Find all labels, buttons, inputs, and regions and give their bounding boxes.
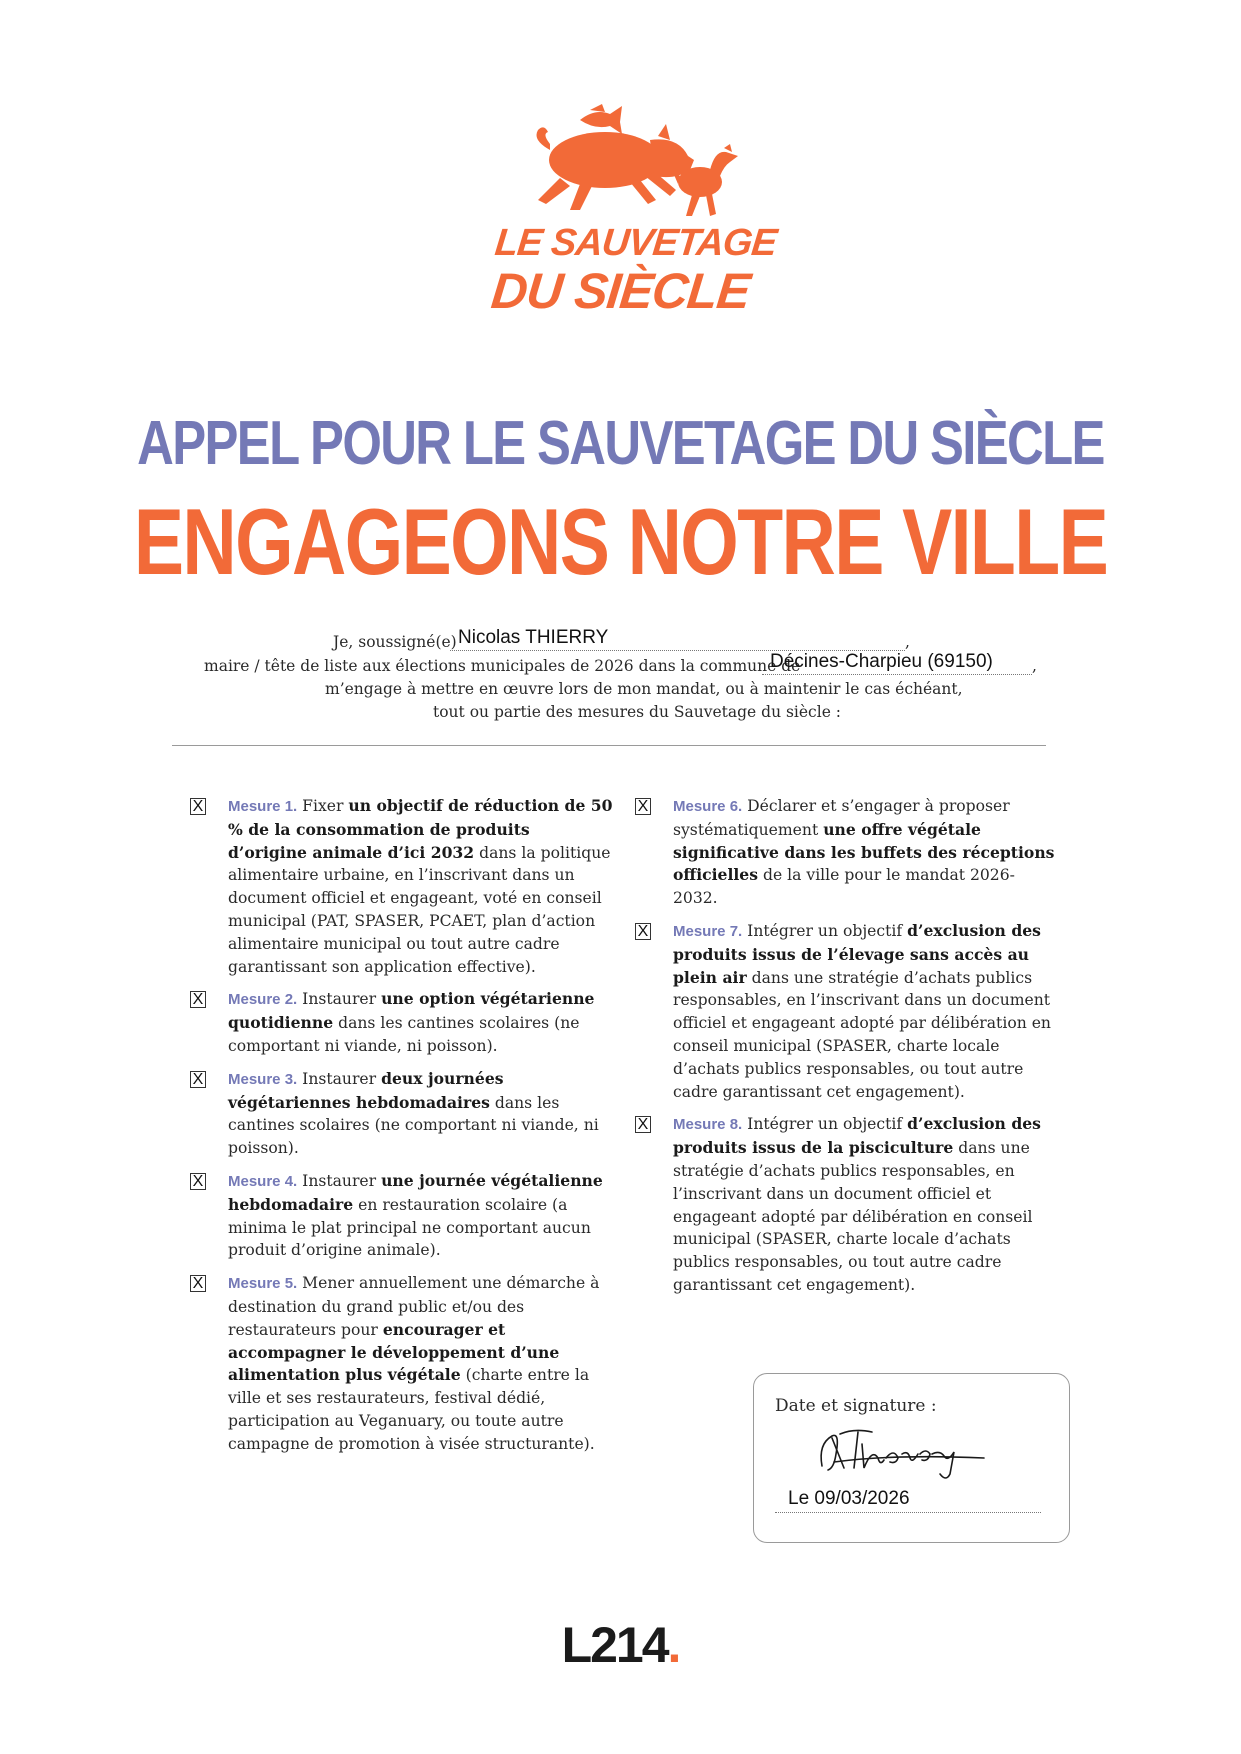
measure-checkbox[interactable]: X bbox=[190, 1275, 206, 1292]
measure-text bbox=[228, 1272, 613, 1455]
measure-text-segment: Mener annuellement une démarche à destination du grand public et/ou des restaurateurs pour bbox=[228, 1274, 600, 1339]
measure-label: Mesure 4. bbox=[228, 1172, 298, 1190]
measure-text-segment: Instaurer bbox=[297, 1069, 382, 1088]
measures-right-column bbox=[637, 795, 1058, 1307]
footer-logo-dot: . bbox=[667, 1617, 680, 1673]
measure-item bbox=[192, 1170, 613, 1262]
measure-text-segment: (charte entre la ville et ses restaurateurs, festival dédié, participation au Veganuary, ou toute autre campagne de promotion à visée structurante). bbox=[228, 1366, 595, 1453]
signature-date[interactable]: Le 09/03/2026 bbox=[788, 1488, 910, 1509]
measure-text-bold: une offre végétale significative dans les buffets des réceptions officielles bbox=[673, 819, 1055, 885]
measure-text-segment: de la ville pour le mandat 2026-2032. bbox=[673, 866, 1015, 908]
measure-item bbox=[192, 795, 613, 978]
measure-text-segment: Fixer bbox=[297, 797, 349, 815]
handwritten-signature bbox=[814, 1424, 989, 1484]
measure-label: Mesure 8. bbox=[673, 1116, 743, 1134]
measure-text-segment: en restauration scolaire (a minima le plat principal ne comportant aucun produit d’origine animale). bbox=[228, 1195, 591, 1260]
page-subtitle: ENGAGEONS NOTRE VILLE bbox=[133, 489, 1108, 594]
commune-field-line bbox=[762, 674, 1032, 675]
measure-text-bold: deux journées végétariennes hebdomadaires bbox=[228, 1068, 504, 1112]
animals-stack-icon bbox=[510, 100, 750, 225]
measure-item bbox=[637, 1113, 1058, 1296]
measure-text bbox=[673, 795, 1058, 910]
measure-item bbox=[637, 920, 1058, 1103]
intro-line2-suffix: , bbox=[1032, 657, 1037, 675]
signature-label: Date et signature : bbox=[775, 1396, 937, 1416]
signature-box bbox=[753, 1373, 1070, 1543]
measure-checkbox[interactable]: X bbox=[190, 1071, 206, 1088]
measure-text-segment: Intégrer un objectif bbox=[742, 921, 908, 940]
measure-label: Mesure 6. bbox=[673, 798, 743, 815]
measure-item bbox=[192, 988, 613, 1057]
measures-left-column bbox=[192, 795, 613, 1466]
measure-label: Mesure 2. bbox=[228, 991, 298, 1009]
intro-line1-suffix: , bbox=[905, 633, 910, 651]
measure-text-segment: dans la politique alimentaire urbaine, en l’inscrivant dans un document officiel et engageant, voté en conseil municipal (PAT, SPASER, PCAET, plan d’action alimentaire municipal ou tout autre cadre garantissant son application effective). bbox=[228, 843, 611, 976]
measure-item bbox=[192, 1272, 613, 1455]
section-divider bbox=[172, 745, 1046, 746]
footer-logo-text: L214 bbox=[561, 1617, 668, 1673]
intro-line2-prefix: maire / tête de liste aux élections municipales de 2026 dans la commune de bbox=[204, 657, 801, 675]
measure-text-segment: Intégrer un objectif bbox=[742, 1115, 908, 1134]
measure-checkbox[interactable]: X bbox=[190, 798, 206, 815]
measure-text-segment: Instaurer bbox=[297, 990, 382, 1009]
measure-text-bold: d’exclusion des produits issus de la pisciculture bbox=[673, 1114, 1041, 1158]
signature-date-line bbox=[775, 1512, 1041, 1513]
intro-line3: m’engage à mettre en œuvre lors de mon mandat, ou à maintenir le cas échéant, bbox=[325, 680, 963, 698]
page-title: APPEL POUR LE SAUVETAGE DU SIÈCLE bbox=[137, 409, 1104, 478]
logo-line-2: DU SIÈCLE bbox=[488, 263, 753, 319]
logo-line-1: LE SAUVETAGE bbox=[492, 222, 779, 264]
measure-checkbox[interactable]: X bbox=[635, 923, 651, 940]
measure-label: Mesure 5. bbox=[228, 1275, 298, 1293]
intro-line1-prefix: Je, soussigné(e) bbox=[333, 633, 457, 651]
measure-text-segment: dans les cantines scolaires (ne comportant ni viande, ni poisson). bbox=[228, 1014, 580, 1055]
measure-text bbox=[228, 1068, 613, 1160]
intro-line4: tout ou partie des mesures du Sauvetage du siècle : bbox=[433, 703, 842, 721]
measure-text bbox=[673, 920, 1058, 1103]
measure-item bbox=[637, 795, 1058, 910]
measure-label: Mesure 7. bbox=[673, 922, 743, 940]
signatory-name[interactable]: Nicolas THIERRY bbox=[458, 627, 609, 648]
measure-label: Mesure 3. bbox=[228, 1070, 298, 1088]
measure-text bbox=[673, 1113, 1058, 1296]
measure-checkbox[interactable]: X bbox=[635, 1116, 651, 1133]
measure-text-segment: Instaurer bbox=[297, 1171, 382, 1190]
measure-checkbox[interactable]: X bbox=[190, 991, 206, 1008]
measure-text-segment: Déclarer et s’engager à proposer systématiquement bbox=[673, 797, 1010, 839]
measure-text-bold: encourager et accompagner le développement d’une alimentation plus végétale bbox=[228, 1319, 560, 1385]
measure-text bbox=[228, 795, 613, 978]
measure-text-segment: dans une stratégie d’achats publics responsables, en l’inscrivant dans un document officiel et engageant adopté par délibération en conseil municipal (SPASER, charte locale d’achats publics responsables, ou tout autre cadre garantissant cet engagement). bbox=[673, 968, 1051, 1101]
measure-checkbox[interactable]: X bbox=[635, 798, 651, 815]
measure-checkbox[interactable]: X bbox=[190, 1173, 206, 1190]
measure-text bbox=[228, 1170, 613, 1262]
footer-logo bbox=[0, 1616, 1241, 1674]
measure-text bbox=[228, 988, 613, 1057]
measure-text-segment: dans les cantines scolaires (ne comportant ni viande, ni poisson). bbox=[228, 1093, 599, 1158]
measure-text-bold: un objectif de réduction de 50 % de la consommation de produits d’origine animale d’ici 2032 bbox=[228, 796, 613, 862]
measure-text-bold: d’exclusion des produits issus de l’élevage sans accès au plein air bbox=[673, 920, 1041, 987]
commune-name[interactable]: Décines-Charpieu (69150) bbox=[770, 651, 993, 672]
measure-text-bold: une journée végétalienne hebdomadaire bbox=[228, 1170, 603, 1214]
measure-label: Mesure 1. bbox=[228, 798, 298, 815]
measure-text-bold: une option végétarienne quotidienne bbox=[228, 989, 595, 1033]
campaign-logo bbox=[0, 0, 1241, 340]
measure-text-segment: dans une stratégie d’achats publics responsables, en l’inscrivant dans un document officiel et engageant adopté par délibération en conseil municipal (SPASER, charte locale d’achats publics responsables, ou tout autre cadre garantissant cet engagement). bbox=[673, 1139, 1033, 1294]
measure-item bbox=[192, 1068, 613, 1160]
